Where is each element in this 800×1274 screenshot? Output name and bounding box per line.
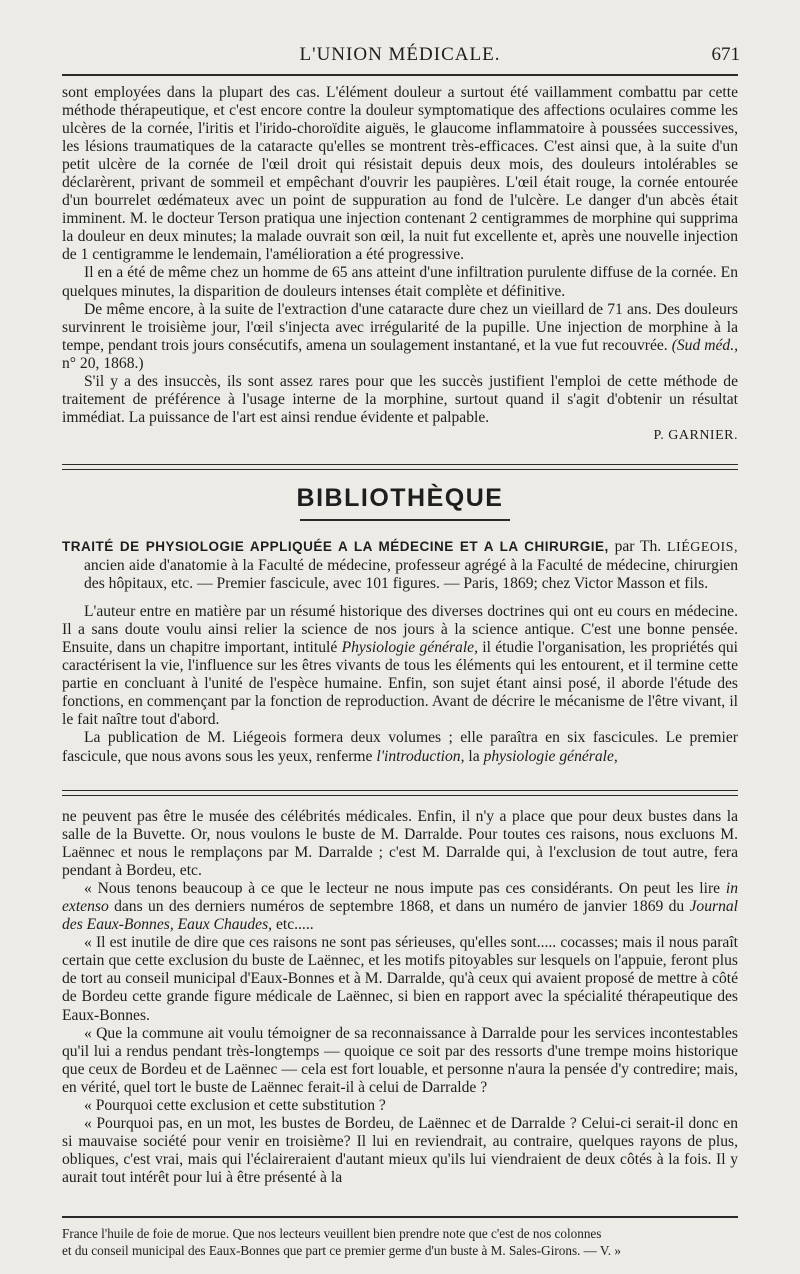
running-head (60, 40, 740, 70)
paragraph (62, 603, 738, 729)
italic-term: Physiologie générale, (341, 639, 478, 657)
section-double-rule (62, 790, 738, 796)
paragraph: « Pourquoi cette exclusion et cette substitution ? (84, 1096, 386, 1114)
italic-journal: Journal des Eaux-Bonnes, Eaux Chaudes, (62, 898, 739, 934)
paragraph: « Il est inutile de dire que ces raisons ne sont pas sérieuses, qu'elles sont..... cocasses; mais il nous paraît certain que cette exclusion du buste de Laënnec, et les motifs pitoyables sur lesquels on l'appuie, feront plus de tort au conseil municipal d'Eaux-Bonnes et à M. Darralde, qu'à ceux qui avaient proposé de mettre à côté de Bordeu cette grande figure médicale de Laënnec, si bien en rapport avec la spécialité thérapeutique des Eaux-Bonnes. (62, 934, 738, 1024)
footnote-line: et du conseil municipal des Eaux-Bonnes que part ce premier germe d'un buste à M. Sales-Girons. — V. » (62, 1242, 621, 1258)
section-double-rule (62, 464, 738, 470)
page-number: 671 (711, 44, 740, 65)
paragraph-text: il étudie l'organisation, les propriétés qui caractérisent la vie, l'influence sur les êtres vivants de tous les éléments qui les entourent, et il termine cette partie en concluant à l'unité de l'espèce humaine. Enfin, son sujet étant ainsi posé, il aborde l'étude des fonctions, en commençant par la fonction de reproduction. Avant de décrire le mécanisme de l'être vivant, il le fait naître tout d'abord. (62, 639, 739, 729)
paragraph-text: La publication de M. Liégeois formera deux volumes ; elle paraîtra en six fascicules. Le premier fascicule, que nous avons sous les yeux, renferme (62, 729, 738, 765)
book-by: par Th. (614, 538, 662, 555)
reference-issue: n° 20, 1868.) (62, 354, 144, 372)
footnote-rule (62, 1216, 738, 1218)
italic-term: physiologie générale, (483, 747, 618, 765)
italic-term: in extenso (62, 880, 738, 916)
paragraph-text: L'auteur entre en matière par un résumé historique des diverses doctrines qui ont eu cours en médecine. Il a sans doute voulu ainsi relier la science de nos jours à la science antique. C'est une bonne pensée. Ensuite, dans un chapitre important, intitulé (62, 603, 738, 657)
article-text (62, 84, 738, 445)
paragraph: S'il y a des insuccès, ils sont assez rares pour que les succès justifient l'emploi de cette méthode de traitement de préférence à l'usage interne de la morphine, surtout quand il s'agit d'obtenir un résultat immédiat. La puissance de l'art est ainsi rendue évidente et palpable. (62, 372, 738, 426)
paragraph (62, 880, 738, 934)
review-text (62, 538, 738, 766)
paragraph-text: dans un des derniers numéros de septembre 1868, et dans un numéro de janvier 1869 du (114, 898, 685, 916)
journal-title: L'UNION MÉDICALE. (299, 44, 501, 65)
paragraph: « Pourquoi pas, en un mot, les bustes de Bordeu, de Laënnec et de Darralde ? Celui-ci serait-il donc en si mauvaise société pour venir en troisième? Il lui en reviendrait, au contraire, quelques rayons de plus, obliques, c'est vrai, mais qui l'éclaireraient d'autant mieux qu'ils lui viendraient de deux côtés à la fois. Il y aurait tout intérêt pour lui à être présenté à la (62, 1114, 738, 1186)
paragraph (62, 301, 738, 373)
author-signature: P. GARNIER. (653, 427, 738, 443)
paragraph: ne peuvent pas être le musée des célébrités médicales. Enfin, il n'y a place que pour deux bustes dans la salle de la Buvette. Or, nous voulons le buste de M. Darralde. Pour toutes ces raisons, nous excluons M. Laënnec et nous le remplaçons par M. Darralde ; c'est M. Darralde qui, à l'exclusion de tout autre, fera pendant à Bordeu, etc. (62, 808, 738, 880)
section-heading: BIBLIOTHÈQUE (296, 484, 504, 512)
book-author: LIÉGEOIS, (666, 540, 738, 555)
paragraph: « Que la commune ait voulu témoigner de sa reconnaissance à Darralde pour les services incontestables qu'il lui a rendus pendant très-longtemps — quoique ce soit par des ressorts d'une trempe moins historique que ceux de Bordeu et de Laënnec — cela est fort louable, et personne n'aura la pensée d'y contredire; mais, en vérité, quel tort le buste de Laënnec ferait-il à celui de Darralde ? (62, 1024, 738, 1096)
header-rule (62, 74, 738, 76)
paragraph-text: la (468, 747, 480, 765)
continuation-text (62, 808, 738, 1187)
paragraph-text: etc..... (275, 916, 314, 934)
paragraph: sont employées dans la plupart des cas. L'élément douleur a surtout été vaillamment combattu par cette méthode thérapeutique, et c'est encore contre la douleur symptomatique des affections oculaires comme les ulcères de la cornée, l'iritis et l'irido-choroïdite aiguës, le glaucome inflammatoire à poussées successives, les lésions traumatiques de la cataracte qu'elles se montrent très-efficaces. C'est ainsi que, à la suite d'un petit ulcère de la cornée de l'œil droit qui résistait depuis deux mois, des douleurs intolérables se déclarèrent, privant de sommeil et empêchant d'ouvrir les paupières. L'œil était rouge, la cornée entourée d'un bourrelet œdémateux avec un point de suppuration au fond de l'ulcère. Le danger d'un abcès était imminent. M. le docteur Terson pratiqua une injection contenant 2 centigrammes de morphine qui supprima la douleur en deux minutes; la malade ouvrait son œil, la nuit fut excellente et, après une nouvelle injection de 1 centigramme le lendemain, l'amélioration a été progressive. (62, 84, 738, 264)
book-title: TRAITÉ DE PHYSIOLOGIE APPLIQUÉE A LA MÉDECINE ET A LA CHIRURGIE, (62, 539, 609, 554)
paragraph-text: « Nous tenons beaucoup à ce que le lecteur ne nous impute pas ces considérants. On peut les lire (84, 880, 721, 898)
paragraph-text: De même encore, à la suite de l'extraction d'une cataracte dure chez un vieillard de 71 ans. Des douleurs survinrent le troisième jour, l'œil s'injecta avec irrégularité de la pupille. Une injection de morphine à la tempe, pendant trois jours consécutifs, amena un soulagement instantané, et la vue fut recouvrée. (62, 300, 738, 354)
footnote (62, 1226, 752, 1259)
italic-term: l'introduction, (376, 747, 465, 765)
heading-underline (300, 519, 510, 521)
paragraph (62, 729, 738, 765)
footnote-line: France l'huile de foie de morue. Que nos lecteurs veuillent bien prendre note que c'est de nos colonnes (62, 1226, 602, 1241)
book-details: ancien aide d'anatomie à la Faculté de médecine, professeur agrégé à la Faculté de médecine, chirurgien des hôpitaux, etc. — Premier fascicule, avec 101 figures. — Paris, 1869; chez Victor Masson et fils. (84, 557, 738, 593)
paragraph: Il en a été de même chez un homme de 65 ans atteint d'une infiltration purulente diffuse de la cornée. En quelques minutes, la disparition de douleurs intenses était complète et définitive. (62, 264, 738, 300)
reference-journal: (Sud méd., (671, 336, 739, 354)
book-citation (62, 538, 738, 593)
